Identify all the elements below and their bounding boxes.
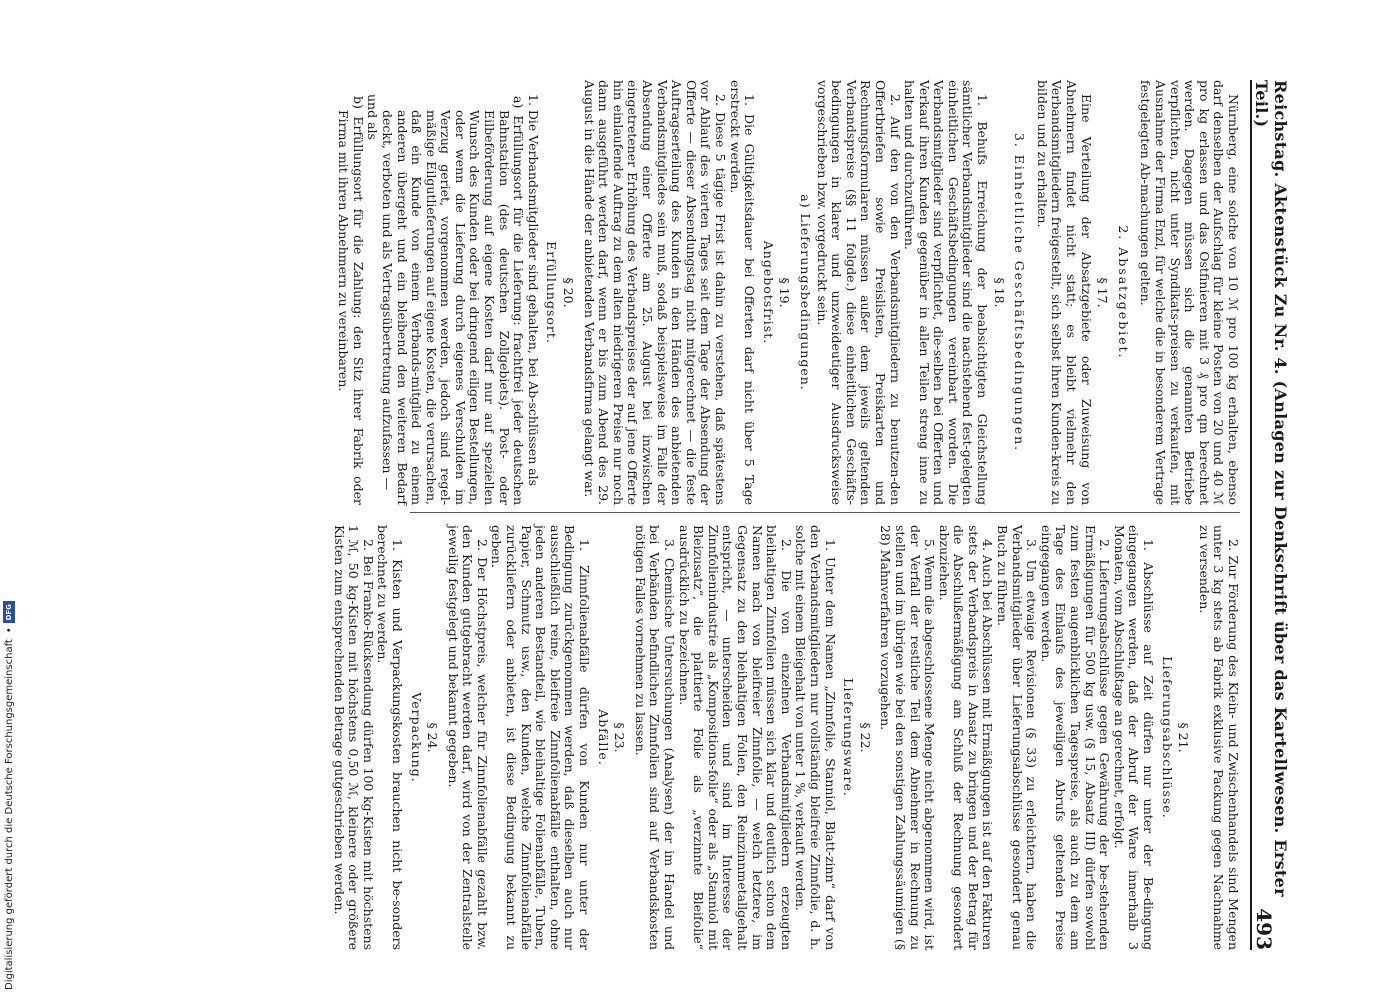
paragraph: Nürnberg, eine solche von 10 ℳ pro 100 kg erhalten, ebenso darf denselben der Aufschlag für kleine Posten von 20 und 40 ℳ pro kg erlassen und das Ostfinieren mit 3 ₰ pro qm berechnet werden. Dagegen müssen sich die genannten Betriebe verpflichten, nicht unter Syndikats-preisen zu verkaufen, mit Ausnahme der Firma Enzl, für welche die in besonderem Vertrage festgelegten Ab-machungen gelten.: [1138, 80, 1241, 505]
paragraph: 2. Bei Franko-Rücksendung dürfen 100 kg-Kisten mit höchstens 1 ℳ, 50 kg-Kisten mit höchstens 0,50 ℳ, kleinere oder größere Kisten zum entsprechenden Betrage gutgeschrieben werden.: [331, 525, 376, 950]
paragraph: 1. Zinnfolienabfälle dürfen von Kunden nur unter der Bedingung zurückgenommen werden, daß dieselben auch nur ausschließlich reine, bleifreie Zinnfolienabfälle enthalten, ohne jeden anderen Bestandteil, wie bleihaltige Folienabfälle, Tuben, Papier, Schmutz usw., den Kunden, welche Zinnfolienabfälle zurückliefern oder anbieten, ist diese Bedingung bekannt zu geben.: [489, 525, 593, 950]
paragraph: 2. Die von einzelnen Verbandsmitgliedern erzeugten bleihaltigen Zinnfolien müssen sich klar und deutlich schon dem Namen nach von bleifreier Zinnfolie, — welch letztere, im Gegensatz zu den bleihaltigen Folien, den Reinzinnmetallgehalt entspricht, — unterscheiden und sind im Interesse der Zinnfolienindustrie als „Kompositions-folie“ oder als „Stanniol mit Bleizusatz“, die plattierte Folie als „verzinnte Bleifolie“ ausdrücklich zu bezeichnen.: [676, 525, 794, 950]
paragraph: 2. Diese 5 tägige Frist ist dahin zu verstehen, daß spätestens vor Ablauf des vierten Tages seit dem Tage der Absendung der Offerte — dieser Absendungstag nicht mitgerechnet — die feste Auftragserteilung des Kunden in den Händen des anbietenden Verbandsmitgliedes sein muß, sodaß beispielsweise im Falle der Absendung einer Offerte am 25. August bei inzwischen eingetretener Erhöhung des Verbandspreises der auf jene Offerte hin einlaufende Auftrag zu dem alten niedrigeren Preise nur noch dann ausgeführt werden darf, wenn er bis zum Abend des 29. August in die Hände der anbietenden Verbandsfirma gelangt war.: [581, 80, 728, 505]
subsection-heading: Erfüllungsort.: [544, 241, 560, 344]
subsection-heading: a) Lieferungsbedingungen.: [797, 194, 813, 391]
paragraph: 1. Behufs Erreichung der beabsichtigten Gleichstellung sämtlicher Verbandsmitglieder sind die nachstehend fest-gelegten einheitlichen Geschäftsbedingungen vereinbart worden. Die Verbandsmitglieder sind verpflichtet, die-selben bei Offerten und Verkauf ihren Kunden gegenüber in allen Teilen streng inne zu halten und durchzuführen.: [902, 80, 991, 505]
paragraph-number: § 24.: [425, 722, 441, 753]
subsection-heading: Abfälle.: [595, 709, 611, 766]
paragraph: 1. Abschlüsse auf Zeit dürfen nur unter der Be-dingung eingegangen werden, daß der Abruf der Ware innerhalb 3 Monaten, vom Abschlußtage an gerechnet, erfolgt.: [1111, 525, 1157, 950]
digitization-note-text: Digitalisierung gefördert durch die Deutsche Forschungsgemeinschaft: [3, 639, 15, 990]
paragraph: b) Erfüllungsort für die Zahlung: den Sitz ihrer Fabrik oder Firma mit ihren Abnehmern zu vereinbaren.: [336, 96, 366, 505]
paragraph: 3. Um etwaige Revisionen (§ 33) zu erleichtern, haben die Verbandsmitglieder über Lieferungsabschlüsse gesondert genau Buch zu führen.: [995, 525, 1040, 950]
paragraph-number: § 17.: [1095, 277, 1111, 308]
paragraph: 1. Unter dem Namen „Zinnfolie, Stanniol, Blatt-zinn“ darf von den Verbandsmitgliedern nur vollständig bleifreie Zinnfolie, d. h. solche mit einem Bleigehalt von unter 1 %, verkauft werden.: [793, 525, 838, 950]
subsection-heading: Verpackung.: [408, 692, 424, 783]
paragraph-number: § 19.: [777, 277, 793, 308]
right-column: [331, 525, 1240, 950]
paragraph: 1. Die Verbandsmitglieder sind gehalten, bei Ab-schlüssen als: [525, 94, 541, 487]
paragraph: 2. Lieferungsabschlüsse gegen Gewährung der be-stehenden Ermäßigungen für 500 kg usw. (§ 15, Absatz III) dürfen sowohl zum festen augenblicklichen Tagespreise, als auch zu dem am Tage des Einlaufs des jeweiligen Abrufs geltenden Preise eingegangen werden.: [1038, 525, 1113, 950]
paragraph-number: § 20.: [561, 277, 577, 308]
dfg-logo-icon: DFG: [3, 601, 15, 623]
subsection-heading: Lieferungsabschlüsse.: [1159, 656, 1175, 819]
paragraph: 3. Chemische Untersuchungen (Analysen) der im Handel und bei Verbänden befindlichen Zinnfolien sind auf Verbandskosten nötigen Falles vornehmen zu lassen.: [632, 525, 678, 950]
left-column: [336, 80, 1240, 505]
paragraph-number: § 21.: [1176, 722, 1192, 753]
paragraph: 5. Wenn die abgeschlossene Menge nicht abgenommen wird, ist der Verfall der restliche Teil dem Abnehmer in Rechnung zu stellen und im übrigen wie bei den sonstigen Zahlungssäumigen (§ 28) Mahnverfahren vorzugehen.: [878, 525, 938, 950]
paragraph-number: § 18.: [991, 277, 1007, 308]
page-number: 493: [1252, 908, 1276, 950]
column-divider: [410, 512, 1240, 513]
paragraph: 1. Kisten und Verpackungskosten brauchen nicht be-sonders berechnet zu werden.: [375, 525, 405, 950]
running-title: Reichstag. Aktenstück Zu Nr. 4. (Anlagen zur Denkschrift über das Kartellwesen. Erster Teil.): [1252, 80, 1290, 897]
paragraph: 2. Auf den von den Verbandsmitgliedern zu benutzen-den Offertbriefen sowie Preislisten, Preiskarten und Rechnungsformularen müssen außer dem jeweils geltenden Verbandspreise (§§ 11 folgde.) diese einheitlichen Geschäfts-bedingungen in klarer und unzweideutiger Ausdrucksweise vorgeschrieben bzw. vorgedruckt sein.: [814, 80, 903, 505]
paragraph: 2. Zur Förderung des Klein- und Zwischenhandels sind Mengen unter 3 kg stets ab Fabrik exklusive Packung gegen Nachnahme zu versenden.: [1196, 525, 1241, 950]
paragraph-number: § 22.: [857, 722, 873, 753]
paragraph: und als: [365, 94, 381, 140]
paragraph-number: § 23.: [612, 722, 628, 753]
paragraph: 2. Der Höchstpreis, welcher für Zinnfolienabfälle gezahlt bzw. den Kunden gutgebracht werden darf, wird von der Zentralstelle jeweilig festgelegt und bekannt gegeben.: [445, 525, 490, 950]
paragraph: Eine Verteilung der Absatzgebiete oder Zuweisung von Abnehmern findet nicht statt; es bleibt vielmehr den Verbandsmitgliedern freigestellt, sich selbst ihren Kunden-kreis zu bilden und zu erhalten.: [1034, 80, 1094, 505]
section-heading: 2. Absatzgebiet.: [1115, 225, 1131, 360]
digitization-note: Digitalisierung gefördert durch die Deutsche Forschungsgemeinschaft • DFG: [0, 0, 18, 990]
subsection-heading: Angebotsfrist.: [760, 240, 776, 345]
page-header: [1250, 80, 1290, 950]
paragraph: 1. Die Gültigkeitsdauer bei Offerten darf nicht über 5 Tage erstreckt werden.: [727, 80, 758, 505]
subsection-heading: Lieferungsware.: [841, 678, 857, 797]
paragraph: a) Erfüllungsort für die Lieferung: frachtfrei jeder deutschen Bahnstation (des deutschen Zollgebiets). Post- oder Eilbeförderung auf eigene Kosten darf nur auf speziellen Wunsch des Kunden oder bei dringend eiligen Bestellungen, oder wenn die Lieferung durch eigenes Verschulden im Verzug geriet, vorgenommen werden, jedoch sind regel-mäßige Eilgutlieferungen auf eigene Kosten, die verursachen, daß ein Kunde von einem Verbands-mitglied zu einem anderen übergeht und ein bleibend den weiteren Bedarf deckt, verboten und als Vertragsübertretung aufzufassen —: [379, 96, 527, 505]
paragraph: 4. Auch bei Abschlüssen mit Ermäßigungen ist auf den Fakturen stets der Verbandspreis in Ansatz zu bringen und der Betrag für die Abschlußermäßigung am Schluß der Rechnung gesondert abzuziehen.: [936, 525, 996, 950]
section-heading: 3. Einheitliche Geschäftsbedingungen.: [1012, 132, 1028, 453]
